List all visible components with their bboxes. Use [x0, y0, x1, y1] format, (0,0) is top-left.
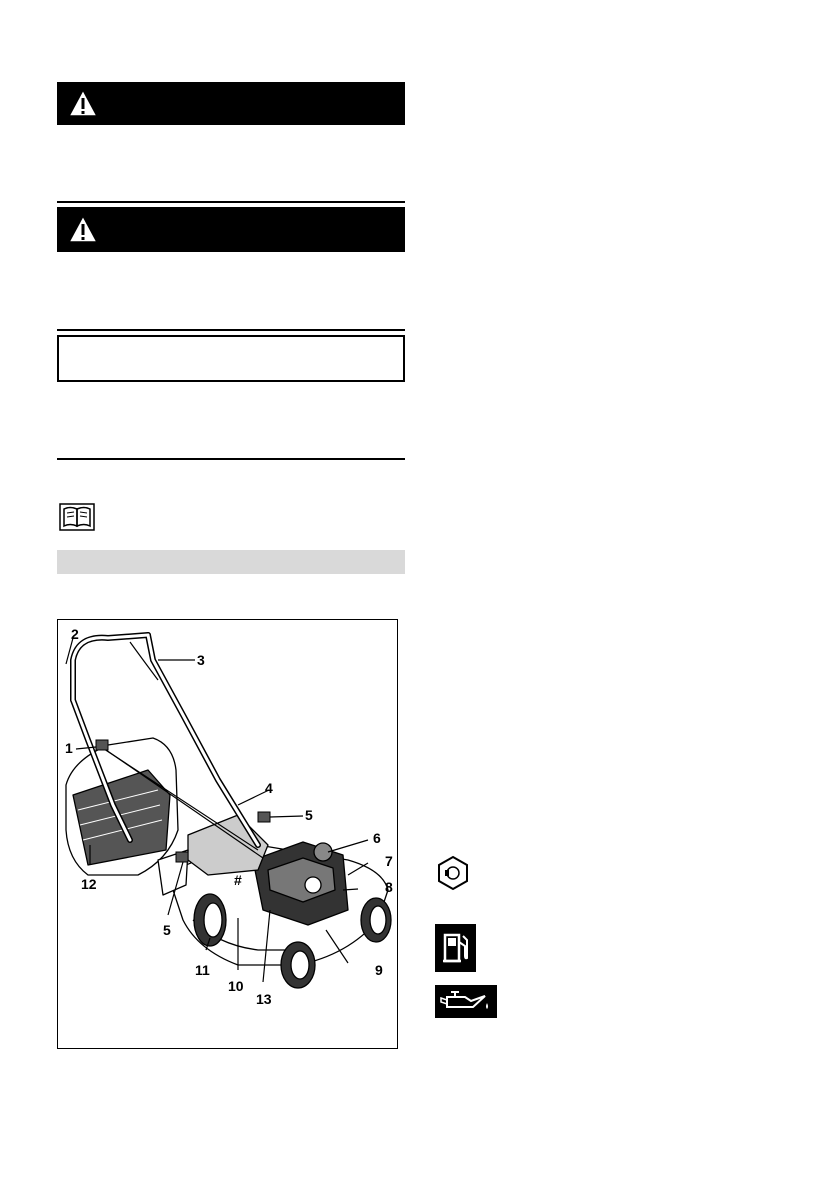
callout-label: 12 [81, 876, 97, 892]
warning-bar [57, 207, 405, 252]
danger-warning-bar [57, 82, 405, 125]
choke-symbol-icon [436, 855, 470, 891]
callout-label: 7 [385, 853, 393, 869]
callout-label: 4 [265, 780, 273, 796]
callout-label: 5 [163, 922, 171, 938]
callout-label: 5 [305, 807, 313, 823]
lawn-mower-figure [57, 619, 398, 1049]
callout-label: 11 [195, 962, 210, 978]
warning-triangle-icon [67, 214, 99, 244]
callout-label: # [234, 872, 242, 888]
open-book-icon [59, 503, 95, 531]
fuel-pump-icon [435, 924, 476, 972]
callout-label: 10 [228, 978, 244, 994]
section-divider [57, 458, 405, 460]
oil-can-icon [435, 985, 497, 1018]
callout-label: 8 [385, 879, 393, 895]
callout-label: 9 [375, 962, 383, 978]
section-heading-bar [57, 550, 405, 574]
callout-label: 3 [197, 652, 205, 668]
warning-triangle-icon [67, 88, 99, 118]
callout-label: 6 [373, 830, 381, 846]
section-divider [57, 201, 405, 203]
note-box [57, 335, 405, 382]
callout-label: 13 [256, 991, 272, 1007]
section-divider [57, 329, 405, 331]
callout-label: 2 [71, 626, 79, 642]
callout-label: 1 [65, 740, 73, 756]
